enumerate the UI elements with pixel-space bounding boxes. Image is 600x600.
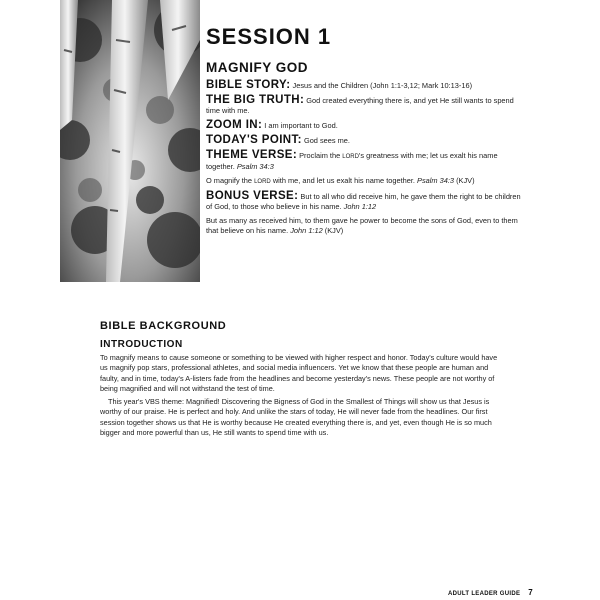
big-truth-label: THE BIG TRUTH: (206, 94, 305, 106)
bonus-verse-line (206, 191, 524, 212)
bonus-verse-ref: John 1:12 (343, 202, 377, 211)
bible-story-line (206, 80, 524, 91)
bonus-verse-kjv-line (206, 216, 524, 236)
session-subtitle: MAGNIFY GOD (206, 60, 309, 75)
introduction-paragraph-1: To magnify means to cause someone or something to be viewed with higher respect and honor. Today's culture would have us magnify pop stars, professional athletes, and social media influencers. Yet we know that these people are human and faulty, and in time, today's A-listers fade from the headlines and become yesterday's news. These people are not worthy of being magnified and will not withstand the test of time. (100, 353, 498, 393)
bible-background-heading: BIBLE BACKGROUND (100, 320, 227, 332)
bonus-verse-label: BONUS VERSE: (206, 190, 299, 202)
bonus-verse-kjv-version: (KJV) (324, 226, 344, 235)
bonus-verse-kjv-text: But as many as received him, to them gave he power to become the sons of God, even to them that believe on his name. (206, 216, 518, 235)
session-title: SESSION 1 (206, 24, 332, 49)
session-info-block (206, 80, 524, 238)
footer-label: ADULT LEADER GUIDE (447, 591, 521, 597)
big-truth-line (206, 95, 524, 116)
theme-verse-kjv-ref: Psalm 34:3 (417, 176, 455, 185)
theme-verse-kjv-version: (KJV) (456, 176, 475, 185)
theme-verse-kjv-text-a: O magnify the (206, 176, 253, 185)
page-number: 7 (528, 588, 533, 597)
zoom-in-text: I am important to God. (264, 121, 338, 130)
todays-point-text: God sees me. (303, 136, 350, 145)
todays-point-label: TODAY'S POINT: (206, 134, 302, 146)
theme-verse-line (206, 150, 524, 172)
introduction-paragraph-2: This year's VBS theme: Magnified! Discovering the Bigness of God in the Smallest of Things will show us that Jesus is worthy of our praise. He is perfect and holy. And unlike the stars of today, He will never fade from the headlines. Our first session together shows us that He is worthy because He created everything there is, and yet, even though He is so much bigger and more powerful than us, He still wants to spend time with us. (100, 397, 492, 438)
theme-verse-kjv-line (206, 176, 524, 187)
theme-verse-text-b: 's greatness with me; let us exalt his name together. (206, 151, 498, 171)
bonus-verse-text: But to all who did receive him, he gave them the right to be children of God, to those who believe in his name. (206, 192, 521, 211)
big-truth-text: God created everything there is, and yet He still wants to spend time with me. (206, 96, 514, 115)
theme-verse-label: THEME VERSE: (206, 149, 298, 161)
bonus-verse-kjv-ref: John 1:12 (290, 226, 323, 235)
bible-story-text: Jesus and the Children (John 1:1-3,12; Mark 10:13-16) (292, 81, 473, 90)
theme-verse-kjv-text-b: with me, and let us exalt his name together. (272, 176, 415, 185)
theme-verse-ref: Psalm 34:3 (236, 162, 274, 171)
introduction-body (100, 353, 500, 441)
theme-verse-lord: LORD (342, 154, 359, 160)
bible-story-label: BIBLE STORY: (206, 79, 291, 91)
theme-verse-text-a: Proclaim the (299, 151, 341, 160)
todays-point-line (206, 135, 524, 146)
zoom-in-line (206, 120, 524, 131)
theme-verse-kjv-lord: LORD (254, 179, 271, 185)
page-footer (448, 588, 533, 597)
birch-trees-photo (60, 0, 200, 282)
introduction-heading: INTRODUCTION (100, 339, 183, 350)
zoom-in-label: ZOOM IN: (206, 119, 263, 131)
